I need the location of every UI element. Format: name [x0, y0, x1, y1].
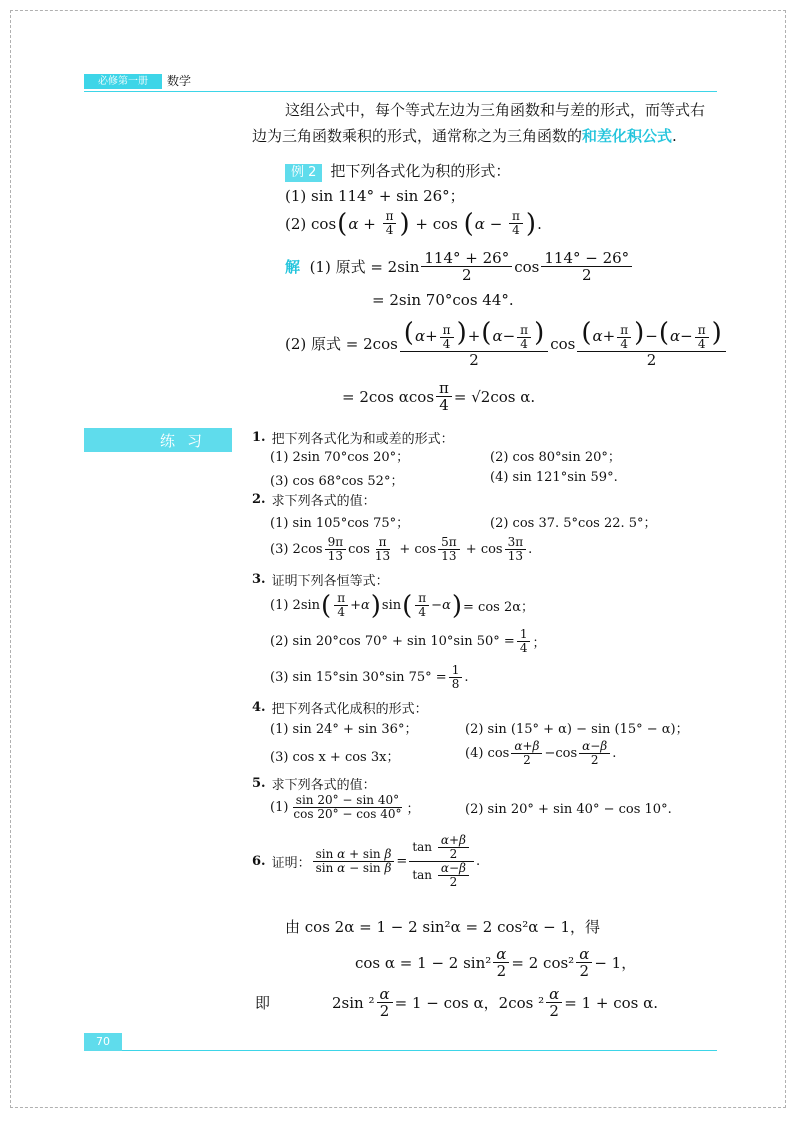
example-tag: 例 2: [285, 164, 322, 182]
subject-label: 数学: [167, 74, 192, 88]
q4-d: (4) cos $\frac{\alpha+\beta}{2}$ −cos $\frac{\alpha-\beta}{2}$ .: [465, 739, 617, 767]
q2-c: (3) 2cos $\frac{9\pi}{13}$ cos $\frac{\pi}{13}$ + cos $\frac{5\pi}{13}$ + cos $\frac{3\pi}{13}$ .: [270, 535, 533, 563]
q1-c: (3) cos 68°cos 52°；: [270, 474, 404, 489]
q3-c: (3) sin 15°sin 30°sin 75° = $\frac{1}{8}$ .: [270, 663, 469, 691]
q5-a: (1) $\frac{\sin 20^\circ - \sin 40^\circ}{\cos 20^\circ - \cos 40^\circ}$ ；: [270, 793, 420, 821]
key-term: 和差化积公式: [582, 127, 673, 145]
q4-c: (3) cos x + cos 3x；: [270, 750, 400, 765]
q1-a: (1) 2sin 70°cos 20°；: [270, 450, 410, 465]
header-rule: [84, 91, 717, 92]
derivation-line-2: cos α = 1 − 2 sin² $\frac{\alpha}{2}$ = 2 cos² $\frac{\alpha}{2}$ − 1，: [355, 945, 637, 980]
q3: 3. 证明下列各恒等式：: [252, 572, 389, 589]
q3-b: (2) sin 20°cos 70° + sin 10°sin 50° = $\frac{1}{4}$ ；: [270, 627, 546, 655]
book-tag: 必修第一册: [84, 74, 162, 89]
q2-a: (1) sin 105°cos 75°；: [270, 516, 410, 531]
solution-2-line-2: = 2cos αcos $\frac{\pi}{4}$ = √2cos α.: [342, 379, 536, 414]
derivation-line-1: 由 cos 2α = 1 − 2 sin²α = 2 cos²α − 1，得: [285, 918, 601, 936]
q2: 2. 求下列各式的值：: [252, 492, 376, 509]
page-number: 70: [84, 1033, 122, 1051]
intro-line-1: 这组公式中，每个等式左边为三角函数和与差的形式，而等式右: [285, 101, 706, 119]
solution-1: 解 (1) 原式 = 2sin $\frac{114^\circ + 26^\circ}{2}$ cos $\frac{114^\circ - 26^\circ}{2}$: [285, 250, 634, 283]
q2-b: (2) cos 37. 5°cos 22. 5°；: [490, 516, 657, 531]
q4-a: (1) sin 24° + sin 36°；: [270, 722, 418, 737]
q4: 4. 把下列各式化成积的形式：: [252, 700, 428, 717]
example-item-1: (1) sin 114° + sin 26°；: [285, 187, 465, 205]
exercise-label: 练习: [84, 428, 232, 452]
q1: 1. 把下列各式化为和或差的形式：: [252, 430, 454, 447]
solution-1-line-2: = 2sin 70°cos 44°.: [372, 291, 514, 309]
q1-d: (4) sin 121°sin 59°.: [490, 470, 618, 485]
example-item-2: (2) cos ( α + $\frac{\pi}{4}$ ) + cos ( α − $\frac{\pi}{4}$ ) .: [285, 208, 542, 239]
footer-rule: [122, 1050, 717, 1051]
q1-b: (2) cos 80°sin 20°；: [490, 450, 621, 465]
q6: 6. 证明： $\frac{\text{sin α + sin β}}{\text{sin α − sin β}}$ = tan $\frac{\alpha+\beta}{2}$ tan $\frac{\alpha-\beta}{2}$ .: [252, 833, 481, 889]
solution-label: 解: [285, 258, 301, 276]
q5: 5. 求下列各式的值：: [252, 776, 376, 793]
q5-b: (2) sin 20° + sin 40° − cos 10°.: [465, 802, 672, 817]
example-heading: 例 2 把下列各式化为积的形式：: [285, 161, 510, 182]
q3-a: (1) 2sin ( $\frac{\pi}{4}$ + α ) sin ( $\frac{\pi}{4}$ − α ) = cos 2α；: [270, 590, 535, 621]
intro-line-2: 边为三角函数乘积的形式，通常称之为三角函数的和差化积公式.: [252, 127, 677, 145]
solution-2: (2) 原式 = 2cos (α+ $\frac{\pi}{4}$ )+(α− $\frac{\pi}{4}$ ) 2 cos (α+ $\frac{\pi}{4}$ )−(α− $\frac{\pi}{4}$ ) 2: [285, 320, 728, 368]
derivation-line-3: 即 2sin ² $\frac{\alpha}{2}$ = 1 − cos α，2cos ² $\frac{\alpha}{2}$ = 1 + cos α.: [255, 985, 659, 1020]
q4-b: (2) sin (15° + α) − sin (15° − α)；: [465, 722, 689, 737]
